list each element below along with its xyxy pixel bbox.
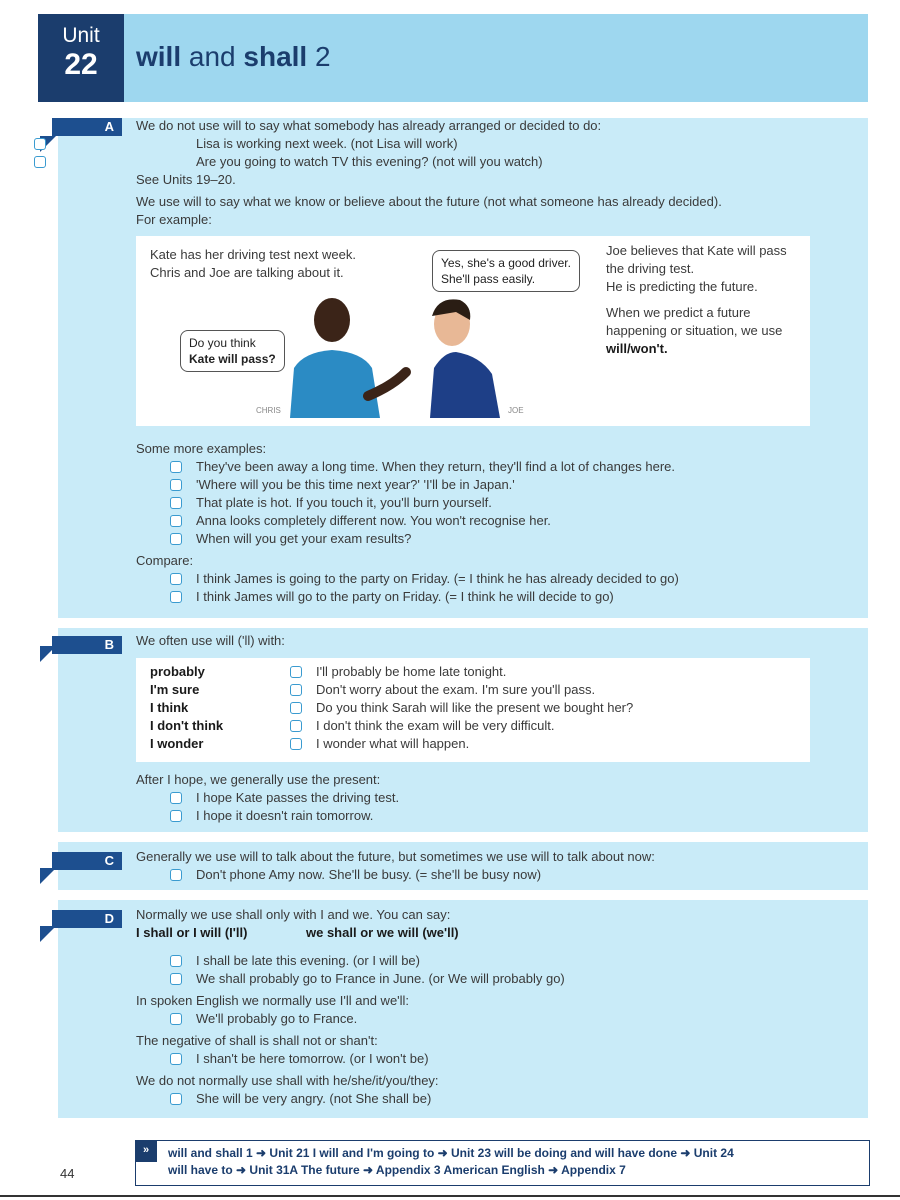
b-example-2: Don't worry about the exam. I'm sure you'll pass.	[256, 681, 633, 699]
b-example-5: I wonder what will happen.	[256, 735, 633, 753]
section-c-label: C	[52, 852, 122, 870]
explanation-3: He is predicting the future.	[606, 279, 758, 294]
b-expression-5: I wonder	[150, 736, 204, 751]
chris-label: CHRIS	[256, 406, 281, 415]
b-after-hope: After I hope, we generally use the present:	[136, 772, 381, 787]
bottom-rule	[0, 1195, 900, 1197]
b-intro: We often use will ('ll) with:	[136, 633, 285, 648]
illustration-intro-2: Chris and Joe are talking about it.	[150, 265, 344, 280]
c-example: Don't phone Amy now. She'll be busy. (= she'll be busy now)	[136, 866, 655, 884]
b-example-3: Do you think Sarah will like the present we bought her?	[256, 699, 633, 717]
d-intro: Normally we use shall only with I and we. You can say:	[136, 907, 451, 922]
title-shall: shall	[243, 41, 308, 72]
b-expressions-list	[150, 663, 223, 753]
joe-speech-bubble	[432, 250, 580, 292]
d-example-4: I shan't be here tomorrow. (or I won't be)	[136, 1050, 565, 1068]
b-example-1: I'll probably be home late tonight.	[256, 663, 633, 681]
section-a-text	[136, 117, 722, 229]
chris-speech-bubble	[180, 330, 285, 372]
cross-reference-line-2[interactable]: will have to ➜ Unit 31A The future ➜ Appendix 3 American English ➜ Appendix 7	[168, 1163, 626, 1177]
joe-bubble-line-2: She'll pass easily.	[441, 272, 536, 286]
unit-badge	[38, 14, 124, 102]
compare-example-1: I think James is going to the party on Friday. (= I think he has already decided to go)	[136, 570, 679, 588]
explanation-6: will/won't.	[606, 341, 668, 356]
chris-bubble-line-1: Do you think	[189, 336, 256, 350]
d-example-3: We'll probably go to France.	[136, 1010, 565, 1028]
d-example-2: We shall probably go to France in June. (or We will probably go)	[136, 970, 565, 988]
unit-number: 22	[64, 48, 98, 81]
explanation-4: When we predict a future	[606, 305, 751, 320]
more-example-5: When will you get your exam results?	[136, 530, 679, 548]
joe-bubble-line-1: Yes, she's a good driver.	[441, 256, 571, 270]
more-example-4: Anna looks completely different now. You won't recognise her.	[136, 512, 679, 530]
b-example-4: I don't think the exam will be very difficult.	[256, 717, 633, 735]
chris-joe-illustration	[280, 286, 520, 418]
section-d-examples	[136, 952, 565, 1108]
more-example-1: They've been away a long time. When they return, they'll find a lot of changes here.	[136, 458, 679, 476]
illustration-intro-1: Kate has her driving test next week.	[150, 247, 356, 262]
a-example-2: Are you going to watch TV this evening? (not will you watch)	[0, 153, 722, 171]
unit-word: Unit	[62, 24, 100, 47]
chris-body	[290, 350, 380, 418]
more-example-3: That plate is hot. If you touch it, you'll burn yourself.	[136, 494, 679, 512]
explanation-5: happening or situation, we use	[606, 323, 783, 338]
b-hope	[136, 771, 399, 825]
explanation-1: Joe believes that Kate will pass	[606, 243, 787, 258]
page-number: 44	[60, 1166, 75, 1181]
a-line-5: We use will to say what we know or believe about the future (not what someone has already decided).	[136, 194, 722, 209]
section-c-text	[136, 848, 655, 884]
more-examples-title: Some more examples:	[136, 441, 267, 456]
section-d-label: D	[52, 910, 122, 928]
b-expression-4: I don't think	[150, 718, 224, 733]
cross-reference-arrow-icon: »	[135, 1140, 157, 1162]
b-expression-2: I'm sure	[150, 682, 200, 697]
a-line-6: For example:	[136, 212, 212, 227]
a-more-examples	[136, 440, 679, 606]
title-and: and	[181, 41, 244, 72]
section-d-tab-tail	[40, 926, 56, 942]
d-not-normal: We do not normally use shall with he/she/it/you/they:	[136, 1073, 439, 1088]
d-example-1: I shall be late this evening. (or I will be)	[136, 952, 565, 970]
d-forms-right: we shall or we will (we'll)	[306, 925, 459, 940]
explanation-2: the driving test.	[606, 261, 695, 276]
illustration-explanation	[606, 242, 787, 358]
joe-body	[430, 352, 500, 418]
title-num: 2	[307, 41, 331, 72]
d-negative: The negative of shall is shall not or shan't:	[136, 1033, 378, 1048]
b-hope-example-2: I hope it doesn't rain tomorrow.	[136, 807, 399, 825]
page-title	[136, 40, 331, 74]
b-hope-example-1: I hope Kate passes the driving test.	[136, 789, 399, 807]
b-examples-list	[256, 663, 633, 753]
b-expression-3: I think	[150, 700, 189, 715]
d-example-5: She will be very angry. (not She shall be)	[136, 1090, 565, 1108]
compare-title: Compare:	[136, 553, 194, 568]
chris-head	[314, 298, 350, 342]
d-forms-left: I shall or I will (I'll)	[136, 925, 248, 940]
cross-reference-line-1[interactable]: will and shall 1 ➜ Unit 21 I will and I'm going to ➜ Unit 23 will be doing and will have done ➜ Unit 24	[168, 1146, 734, 1160]
c-intro: Generally we use will to talk about the future, but sometimes we use will to talk about now:	[136, 849, 655, 864]
more-example-2: 'Where will you be this time next year?' 'I'll be in Japan.'	[136, 476, 679, 494]
a-line-1: We do not use will to say what somebody has already arranged or decided to do:	[136, 118, 602, 133]
chris-bubble-line-2: Kate will pass?	[189, 352, 276, 366]
title-will: will	[136, 41, 182, 72]
d-spoken: In spoken English we normally use I'll and we'll:	[136, 993, 410, 1008]
b-expression-1: probably	[150, 664, 205, 679]
section-b-label: B	[52, 636, 122, 654]
section-a-label: A	[52, 118, 122, 136]
section-c-tab-tail	[40, 868, 56, 884]
a-see-units: See Units 19–20.	[136, 172, 236, 187]
compare-example-2: I think James will go to the party on Friday. (= I think he will decide to go)	[136, 588, 679, 606]
a-example-1: Lisa is working next week. (not Lisa will work)	[0, 135, 722, 153]
joe-label: JOE	[508, 406, 524, 415]
